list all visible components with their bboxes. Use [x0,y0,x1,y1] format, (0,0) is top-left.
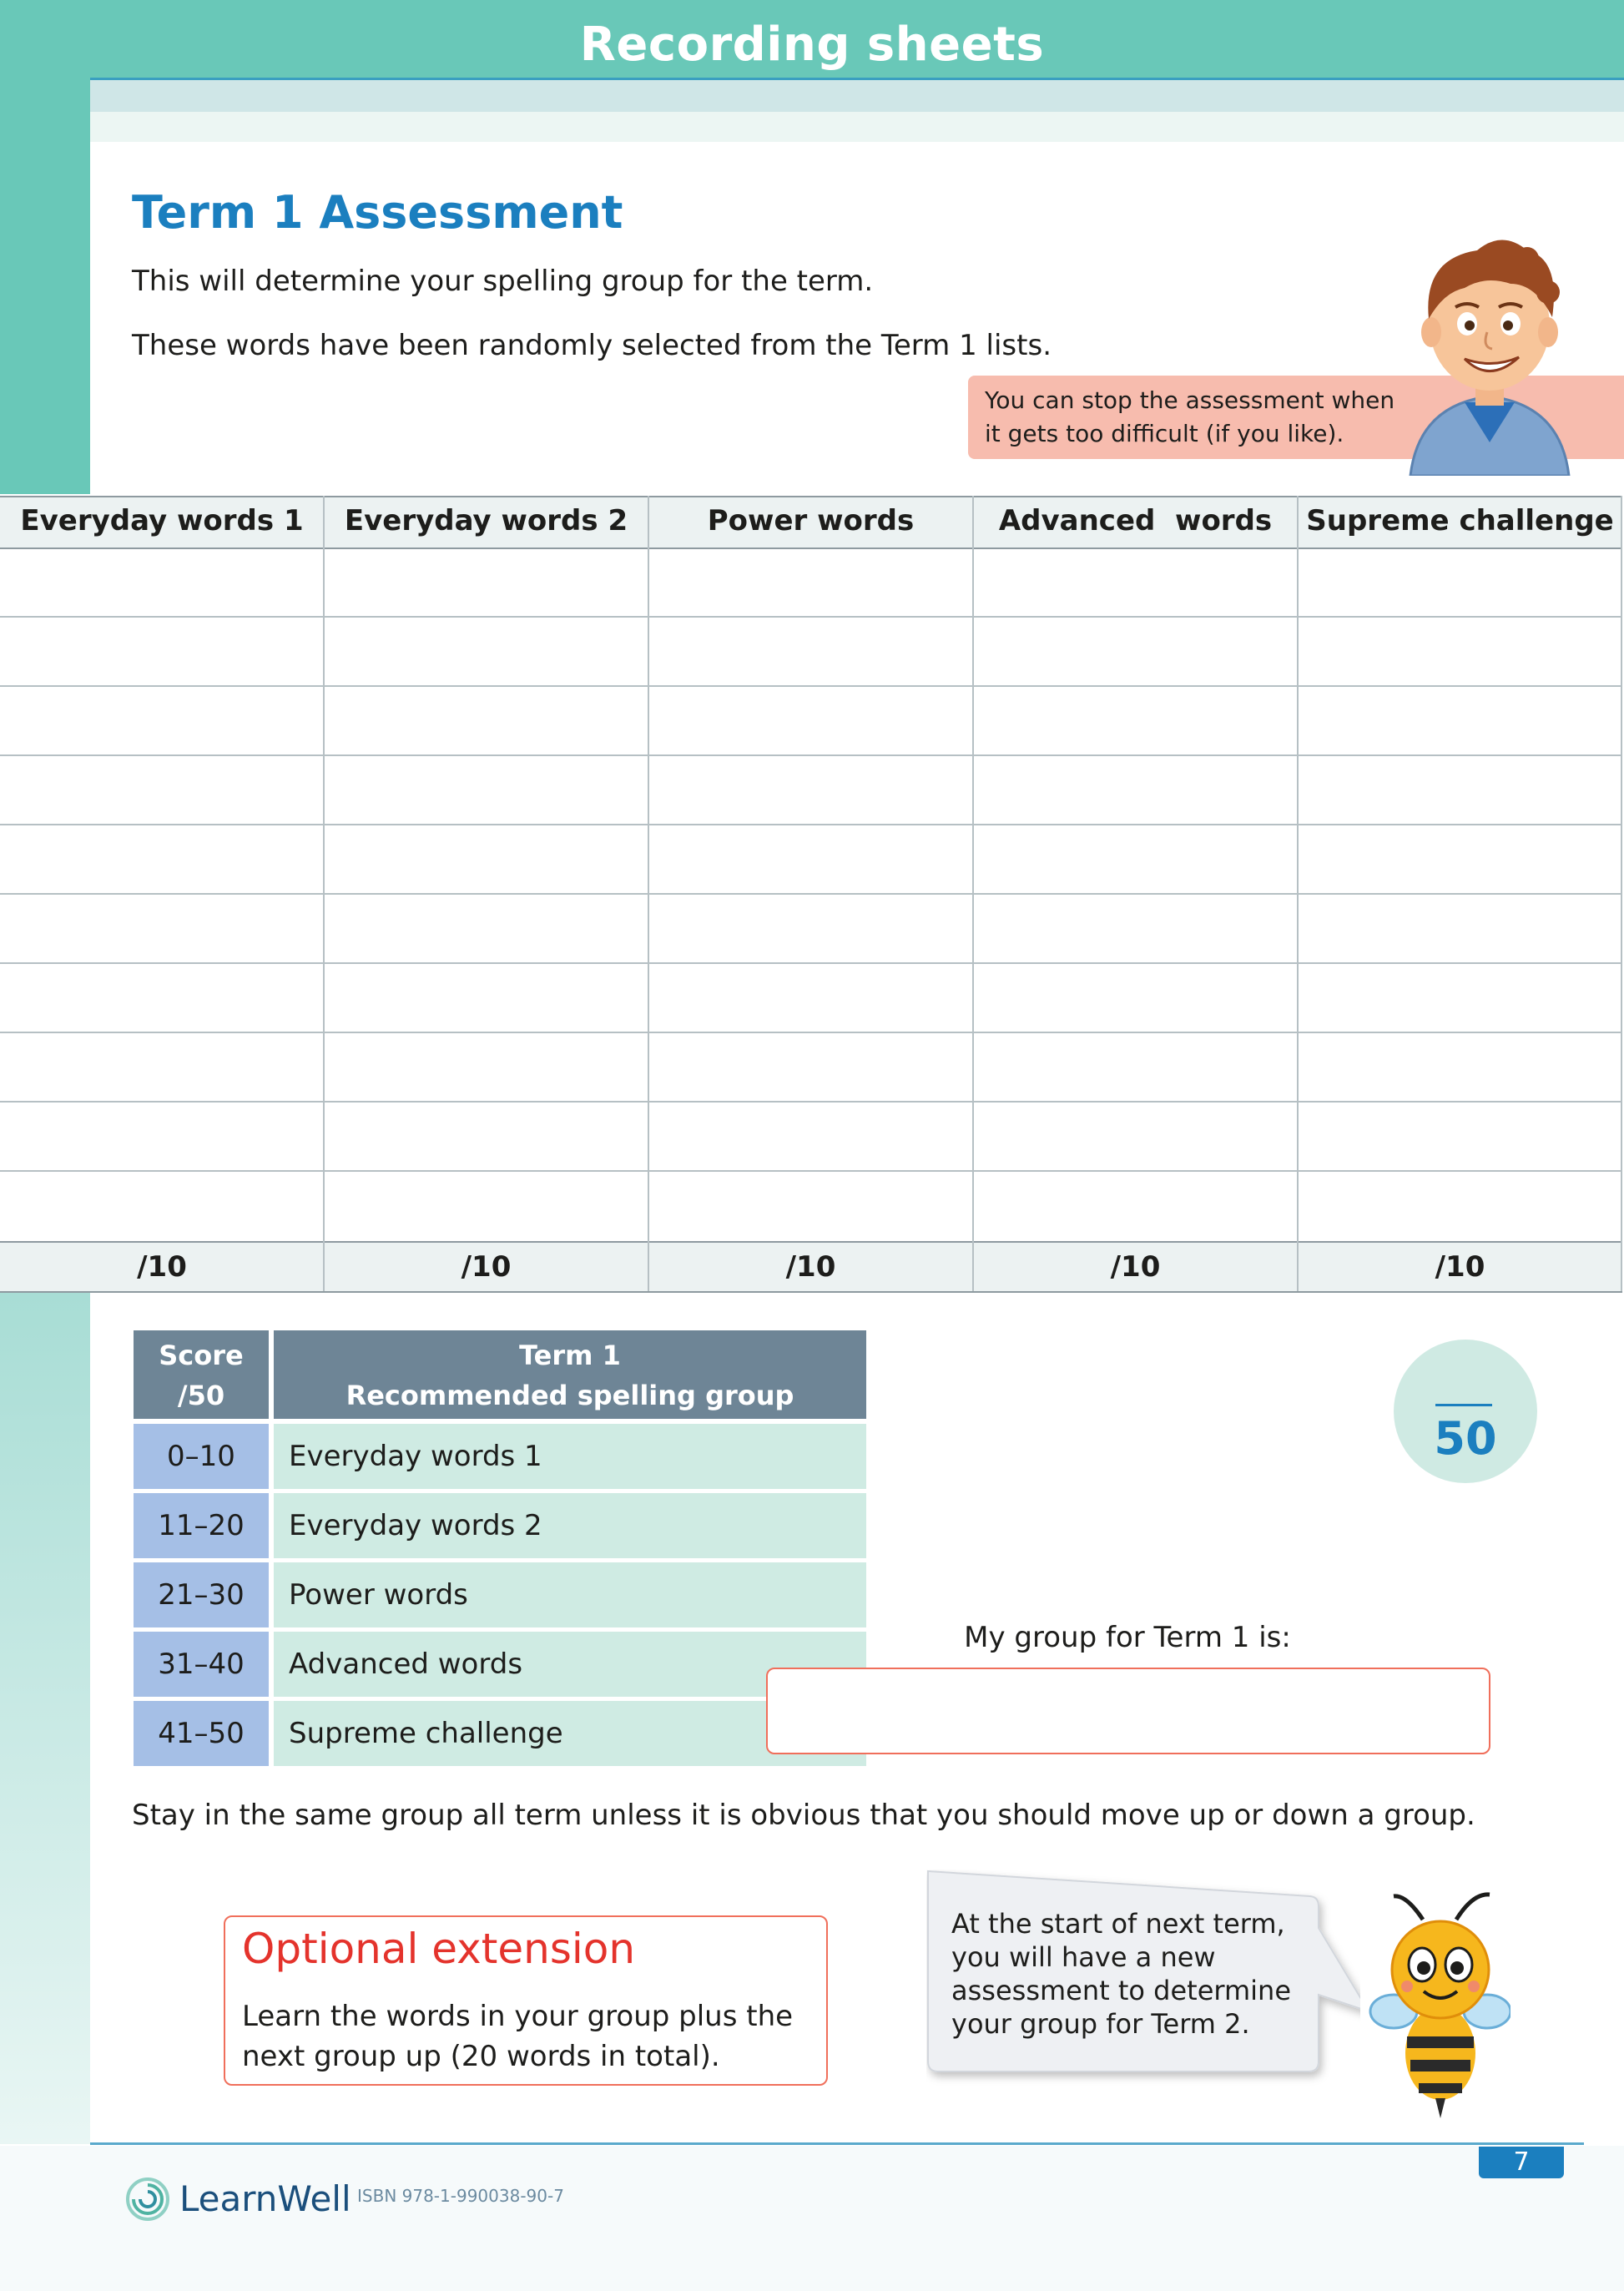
bee-mascot-icon [1369,1886,1511,2120]
brand-name: LearnWell [179,2178,351,2219]
intro-line-2: These words have been randomly selected from the Term 1 lists. [132,329,1052,362]
bee-line-2: you will have a new [951,1941,1216,1973]
grid-row-line [0,1170,1622,1172]
page-number: 7 [1479,2147,1564,2178]
isbn-text: ISBN 978-1-990038-90-7 [357,2186,564,2206]
extension-line-2: next group up (20 words in total). [242,2040,720,2073]
grid-score-supreme: /10 [1435,1250,1485,1284]
group-name-cell: Everyday words 2 [274,1493,866,1558]
intro-line-1: This will determine your spelling group for the term. [132,265,874,298]
grid-row-line [0,685,1622,687]
grid-column-line [1297,496,1299,1291]
score-table-head-score [134,1330,269,1419]
total-score-line [1435,1404,1492,1406]
page-header-title: Recording sheets [579,18,1045,72]
header-stripe-light [90,112,1624,142]
grid-column-line [972,496,974,1291]
grid-column-line [1621,496,1622,1291]
grid-row-line [0,824,1622,825]
grid-score-everyday-2: /10 [461,1250,512,1284]
grid-column-power: Power words [707,504,915,537]
grid-column-line [648,496,649,1291]
total-score-denominator: 50 [1434,1412,1497,1465]
boy-illustration [1394,225,1586,476]
bee-line-1: At the start of next term, [951,1908,1285,1940]
left-accent-band [0,80,90,494]
score-range-cell: 31–40 [134,1632,269,1697]
optional-extension-text [242,1996,818,2077]
group-name-cell: Everyday words 1 [274,1424,866,1489]
score-range-cell: 11–20 [134,1493,269,1558]
extension-line-1: Learn the words in your group plus the [242,2000,794,2033]
tip-text [985,384,1419,451]
my-group-label: My group for Term 1 is: [964,1621,1291,1654]
my-group-answer-box[interactable] [766,1668,1490,1754]
header-stripe [90,80,1624,112]
grid-column-everyday-1: Everyday words 1 [20,504,304,537]
score-range-cell: 0–10 [134,1424,269,1489]
lower-left-band [0,1293,90,2144]
tip-line-2: it gets too difficult (if you like). [985,420,1344,447]
score-range-cell: 21–30 [134,1562,269,1627]
score-table-head-group [274,1330,866,1419]
group-name-cell: Supreme challenge [274,1701,866,1766]
group-head-line-1: Term 1 [519,1340,621,1371]
group-name-cell: Advanced words [274,1632,866,1697]
grid-row-line [0,893,1622,895]
grid-column-everyday-2: Everyday words 2 [344,504,628,537]
grid-row-line [0,616,1622,618]
stay-in-group-note: Stay in the same group all term unless it is obvious that you should move up or down a group. [132,1799,1475,1832]
score-head-line-1: Score [159,1340,244,1371]
learnwell-logo-icon [125,2177,170,2222]
bee-line-4: your group for Term 2. [951,2008,1250,2040]
optional-extension-title: Optional extension [242,1925,636,1973]
tip-line-1: You can stop the assessment when [985,386,1395,414]
grid-column-advanced: Advanced words [998,504,1273,537]
grid-score-everyday-1: /10 [137,1250,187,1284]
grid-score-power: /10 [785,1250,836,1284]
grid-row-line [0,1032,1622,1033]
score-head-line-2: /50 [177,1380,225,1411]
group-name-cell: Power words [274,1562,866,1627]
grid-row-line [0,1101,1622,1103]
score-range-cell: 41–50 [134,1701,269,1766]
bee-line-3: assessment to determine [951,1975,1291,2006]
grid-column-supreme: Supreme challenge [1306,504,1614,537]
grid-column-line [323,496,325,1291]
group-head-line-2: Recommended spelling group [345,1380,794,1411]
bee-bubble-text [951,1907,1302,2041]
grid-score-advanced: /10 [1110,1250,1161,1284]
grid-row-line [0,962,1622,964]
footer-rule [90,2142,1584,2145]
page-title: Term 1 Assessment [132,186,623,239]
grid-row-line [0,754,1622,756]
